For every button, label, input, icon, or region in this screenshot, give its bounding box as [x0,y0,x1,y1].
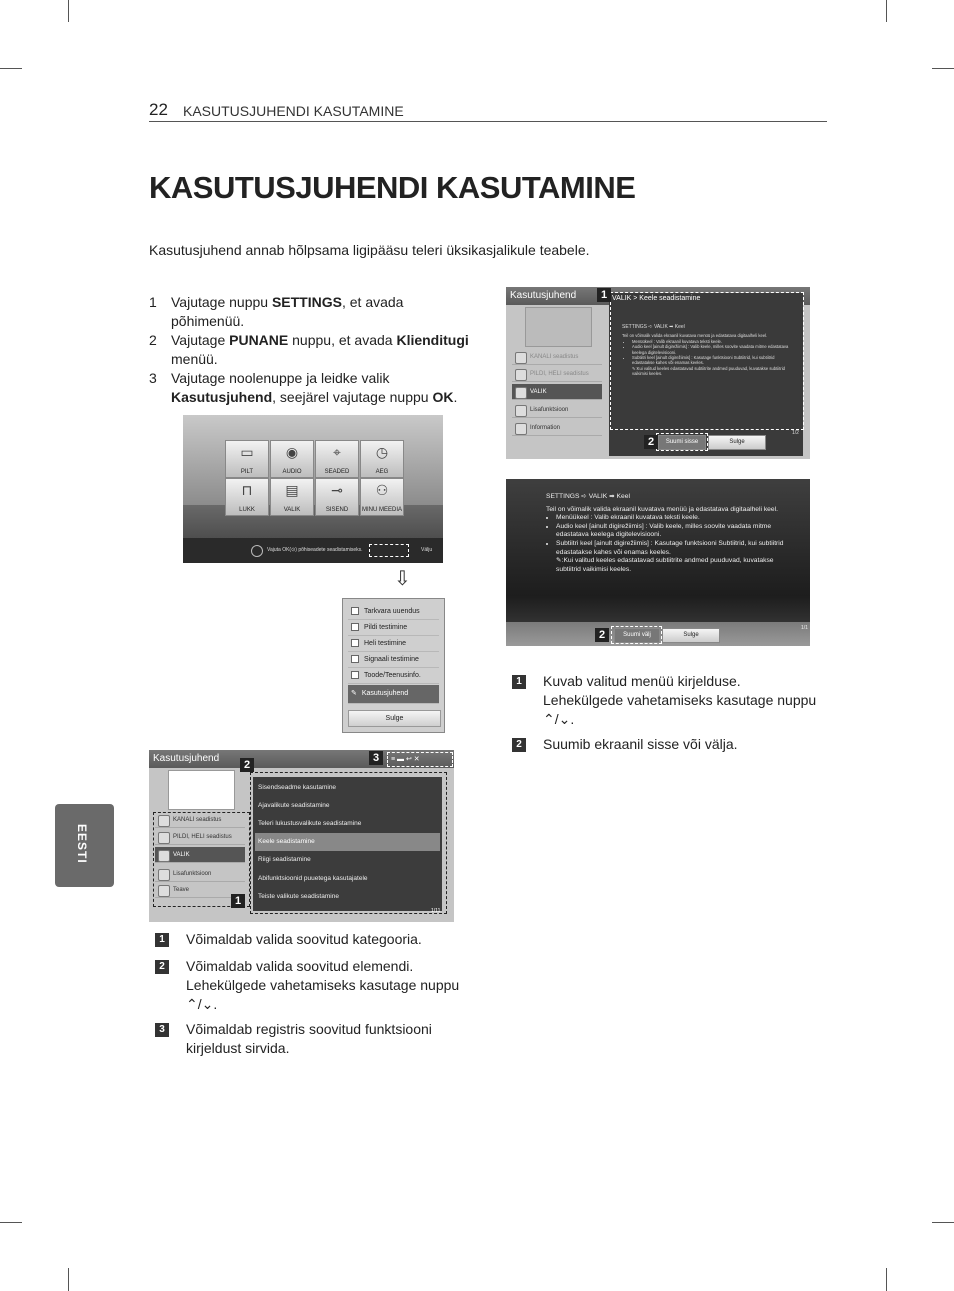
close-button[interactable]: Sulge [708,435,766,450]
support-item[interactable]: Pildi testimine [348,620,439,636]
guide-title: Kasutusjuhend [506,287,810,305]
menu-tile-pilt[interactable]: ▭ PILT [225,440,269,478]
speaker-icon: ◉ [285,444,299,460]
support-item-selected[interactable]: ✎ Kasutusjuhend [348,685,439,704]
crop-mark [932,1222,954,1223]
callout-badge: 3 [369,751,383,765]
crop-mark [886,0,887,22]
menu-tile-aeg[interactable]: ◷ AEG [360,440,404,478]
zoom-highlight [656,433,708,451]
step-item: 3 Vajutage noolenuppe ja leidke valik Kasutusjuhend, seejärel vajutage nuppu OK. [149,370,458,405]
zoom-out-button[interactable]: Suumi välj [614,628,660,643]
close-button[interactable]: Sulge [348,710,441,727]
support-item[interactable]: Heli testimine [348,636,439,652]
page-number: 22 [149,100,168,119]
user-guide-screenshot-2 [506,287,810,459]
zoom-highlight [611,626,662,644]
picture-icon [158,832,170,844]
page-indicator: 1/2 [792,430,799,436]
category-item[interactable]: KANALI seadistus [155,812,245,828]
category-item[interactable]: PILDI, HELI seadistus [512,366,602,382]
antenna-icon [158,815,170,827]
step-item: 1 Vajutage nuppu SETTINGS, et avada põhimenüü. [149,294,404,329]
menu-tile-seaded[interactable]: ⌖ SEADED [315,440,359,478]
support-menu-screenshot [342,598,445,733]
exit-label[interactable]: Välju [421,547,433,553]
category-item[interactable]: Lisafunktsioon [512,402,602,418]
support-item[interactable]: Signaali testimine [348,652,439,668]
list-item[interactable]: Abifunktsioonid puuetega kasutajatele [258,875,368,882]
plus-icon [515,405,527,417]
crop-mark [886,1268,887,1291]
category-item[interactable]: Lisafunktsioon [155,866,245,882]
list-item[interactable]: Teiste valikute seadistamine [258,893,339,900]
list-item[interactable]: Ajavalikute seadistamine [258,802,330,809]
gear-icon [515,387,527,399]
checkbox-icon [351,671,359,679]
callout-badge: 2 [595,628,609,642]
description-highlight [610,292,804,430]
callout-badge: 1 [597,288,611,302]
items-highlight [250,772,447,914]
checkbox-icon [351,623,359,631]
zoomed-description: SETTINGS ➪ VALIK ➡ Keel Teil on võimalik valida ekraanil kuvatava menüü ja edastatava digitaalheli keel. • Menüükeel : Valib ekraanil kuvatava teksti keele. • Audio keel [ainult digirežiimis] : Valib keele, milles soovite vaadata mitme edastatava keelega digitelevisiooni. • Subtiitri keel [ainult digirežiimis] : Kasutage funktsiooni Subtiitrid, kui subtiitrid edastatakse kahes või enamas keeles. ✎:Kui valitud keeles edastatavad subtiitrite andmed puuduvad, kuvatakse subtiitrid vaikimisi keeles. [546,493,796,574]
step-item: 2 Vajutage PUNANE nuppu, et avada Klienditugi menüü. [149,332,469,367]
panel-title: VALIK > Keele seadistamine [612,295,701,302]
zoomed-guide-screenshot [506,479,810,646]
callout-badge: 1 [231,894,245,908]
input-plug-icon: ⊸ [331,482,343,498]
info-icon [515,423,527,435]
menu-tile-audio[interactable]: ◉ AUDIO [270,440,314,478]
button-bar [506,622,810,646]
category-item[interactable]: Information [512,420,602,436]
down-arrow-icon: ⇩ [394,568,411,590]
menu-tile-valik[interactable]: ▤ VALIK [270,478,314,516]
page-indicator: 1/1 [801,625,808,631]
category-item[interactable]: KANALI seadistus [512,349,602,365]
category-item[interactable]: Teave [155,882,245,898]
crop-mark [932,68,954,69]
tv-icon: ▭ [240,444,254,460]
zoom-in-button[interactable]: Suumi sisse [658,435,706,450]
page-indicator: 1/11 [431,908,441,914]
language-tab: EESTI [55,804,114,887]
legend-item: 3 Võimaldab registris soovitud funktsiooni kirjeldust sirvida. [155,1020,465,1058]
ok-button-icon [251,545,263,557]
info-icon [158,885,170,897]
close-button[interactable]: Sulge [662,628,720,643]
menu-tile-minu-meedia[interactable]: ⚇ MINU MEEDIA [360,478,404,516]
checkbox-icon [351,639,359,647]
toolbox-icon: ▤ [285,482,299,498]
red-button-highlight [369,544,409,557]
picture-icon [515,369,527,381]
index-icon[interactable]: ≡ ▬ ↩ ✕ [391,756,420,763]
category-item[interactable]: PILDI, HELI seadistus [155,829,245,845]
legend-item: 2 Suumib ekraanil sisse või välja. [512,735,822,754]
preview-thumbnail [168,770,235,810]
page-title: KASUTUSJUHENDI KASUTAMINE [149,170,636,205]
crop-mark [0,1222,22,1223]
preview-thumbnail [525,307,592,347]
list-item-selected[interactable]: Keele seadistamine [255,833,440,851]
callout-badge: 2 [240,758,254,772]
plus-icon [158,869,170,881]
legend-item: 2 Võimaldab valida soovitud elemendi. Lehekülgede vahetamiseks kasutage nuppu ⌃/⌄. [155,957,465,1014]
category-item-selected[interactable]: VALIK [155,847,245,863]
checkbox-icon [351,607,359,615]
description-text: SETTINGS ➪ VALIK ➡ Keel Teil on võimalik valida ekraanil kuvatava menüü ja edastatava digitaalheli keel. • Menüükeel : Valib ekraanil kuvatava teksti keele. • Audio keel [ainult digirežiimis] : Valib keele, milles soovite vaadata mitme edastatava keelega digitelevisiooni. • Subtiitri keel [ainult digirežiimis] : Kasutage funktsiooni Subtiitrid, kui subtiitrid edastatakse kahes või enamas keeles. ✎:Kui valitud keeles edastatavad subtiitrite andmed puuduvad, kuvatakse subtiitrid vaikimisi keeles. [622,325,797,377]
user-guide-screenshot-1 [149,750,454,922]
callout-badge: 2 [644,435,658,449]
crop-mark [0,68,22,69]
guide-title: Kasutusjuhend [149,750,454,768]
header-rule [149,121,827,122]
support-item[interactable]: Toode/Teenusinfo. [348,668,439,684]
intro-text: Kasutusjuhend annab hõlpsama ligipääsu teleri üksikasjalikule teabele. [149,242,590,258]
list-item[interactable]: Riigi seadistamine [258,856,311,863]
legend-item: 1 Kuvab valitud menüü kirjelduse. Lehekülgede vahetamiseks kasutage nuppu ⌃/⌄. [512,672,822,729]
list-item[interactable]: Teleri lukustusvalikute seadistamine [258,820,362,827]
clock-icon: ◷ [375,444,389,460]
book-icon: ✎ [351,690,357,697]
lock-icon: ⊓ [241,482,253,498]
antenna-icon [515,352,527,364]
list-item[interactable]: Sisendseadme kasutamine [258,784,337,791]
support-item[interactable]: Tarkvara uuendus [348,604,439,620]
menu-tile-lukk[interactable]: ⊓ LUKK [225,478,269,516]
gear-icon [158,850,170,862]
crop-mark [68,1268,69,1291]
category-item-selected[interactable]: VALIK [512,384,602,400]
checkbox-icon [351,655,359,663]
steps-list [149,293,479,407]
hint-bar: Vajuta OK(⊙) põhiseadete seadistamiseks. Välju [183,538,443,563]
satellite-icon: ⌖ [333,444,341,460]
legend-item: 1 Võimaldab valida soovitud kategooria. [155,930,465,949]
crop-mark [68,0,69,22]
tv-home-screenshot [183,415,443,563]
media-icon: ⚇ [375,482,389,498]
menu-tile-sisend[interactable]: ⊸ SISEND [315,478,359,516]
running-header: KASUTUSJUHENDI KASUTAMINE [183,103,404,119]
